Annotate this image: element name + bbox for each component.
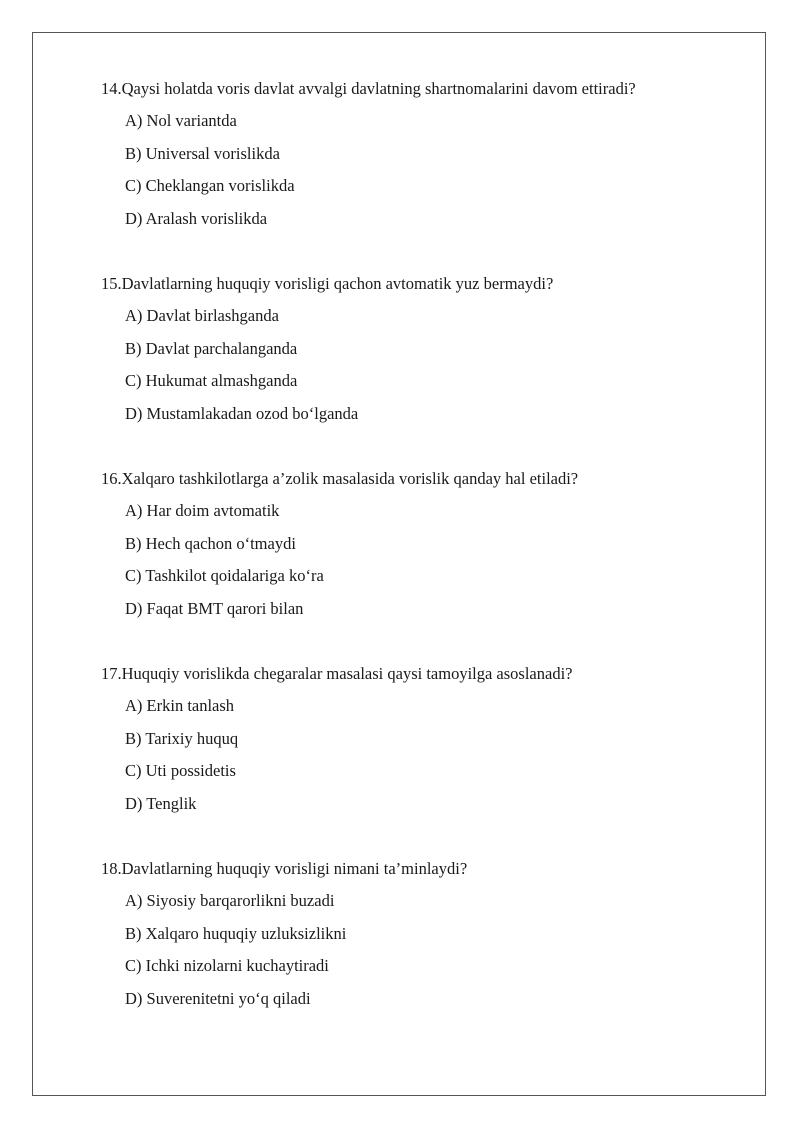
question-number: 15. — [101, 274, 122, 293]
answer-option-c: C) Tashkilot qoidalariga ko‘ra — [125, 566, 324, 585]
answer-option-c: C) Ichki nizolarni kuchaytiradi — [125, 956, 329, 975]
answer-option-b: B) Davlat parchalanganda — [125, 338, 298, 358]
answer-options — [101, 495, 741, 625]
question-17 — [101, 658, 741, 820]
question-14 — [101, 73, 741, 235]
answer-option-b: B) Universal vorislikda — [125, 143, 280, 163]
answer-option-a: A) Davlat birlashganda — [125, 306, 279, 325]
answer-options — [101, 690, 741, 820]
answer-options — [101, 300, 741, 430]
answer-option-c: C) Hukumat almashganda — [125, 371, 298, 390]
answer-option-d: D) Aralash vorislikda — [125, 208, 268, 228]
question-16 — [101, 463, 741, 625]
question-prompt: Qaysi holatda voris davlat avvalgi davlatning shartnomalarini davom ettiradi? — [121, 79, 636, 98]
answer-option-c: C) Uti possidetis — [125, 761, 236, 780]
question-prompt: Huquqiy vorislikda chegaralar masalasi qaysi tamoyilga asoslanadi? — [121, 664, 573, 683]
answer-option-d: D) Mustamlakadan ozod bo‘lganda — [125, 403, 359, 423]
question-text — [101, 268, 741, 300]
answer-option-c: C) Cheklangan vorislikda — [125, 176, 295, 195]
question-number: 14. — [101, 79, 122, 98]
question-15 — [101, 268, 741, 430]
question-number: 17. — [101, 664, 122, 683]
question-text — [101, 73, 741, 105]
answer-options — [101, 105, 741, 235]
question-text — [101, 658, 741, 690]
question-text — [101, 463, 741, 495]
answer-option-a: A) Erkin tanlash — [125, 696, 235, 715]
question-number: 16. — [101, 469, 122, 488]
question-prompt: Davlatlarning huquqiy vorisligi qachon avtomatik yuz bermaydi? — [121, 274, 554, 293]
answer-option-d: D) Faqat BMT qarori bilan — [125, 598, 304, 618]
question-text — [101, 853, 741, 885]
question-prompt: Xalqaro tashkilotlarga a’zolik masalasida vorislik qanday hal etiladi? — [121, 469, 579, 488]
question-prompt: Davlatlarning huquqiy vorisligi nimani ta’minlaydi? — [121, 859, 468, 878]
question-18 — [101, 853, 741, 1015]
answer-option-b: B) Tarixiy huquq — [125, 728, 239, 748]
answer-options — [101, 885, 741, 1015]
question-number: 18. — [101, 859, 122, 878]
answer-option-d: D) Suverenitetni yo‘q qiladi — [125, 988, 311, 1008]
answer-option-d: D) Tenglik — [125, 793, 197, 813]
answer-option-b: B) Hech qachon o‘tmaydi — [125, 533, 296, 553]
quiz-question-list — [101, 73, 741, 1048]
answer-option-a: A) Har doim avtomatik — [125, 501, 280, 520]
answer-option-b: B) Xalqaro huquqiy uzluksizlikni — [125, 923, 347, 943]
answer-option-a: A) Siyosiy barqarorlikni buzadi — [125, 891, 335, 910]
answer-option-a: A) Nol variantda — [125, 111, 237, 130]
